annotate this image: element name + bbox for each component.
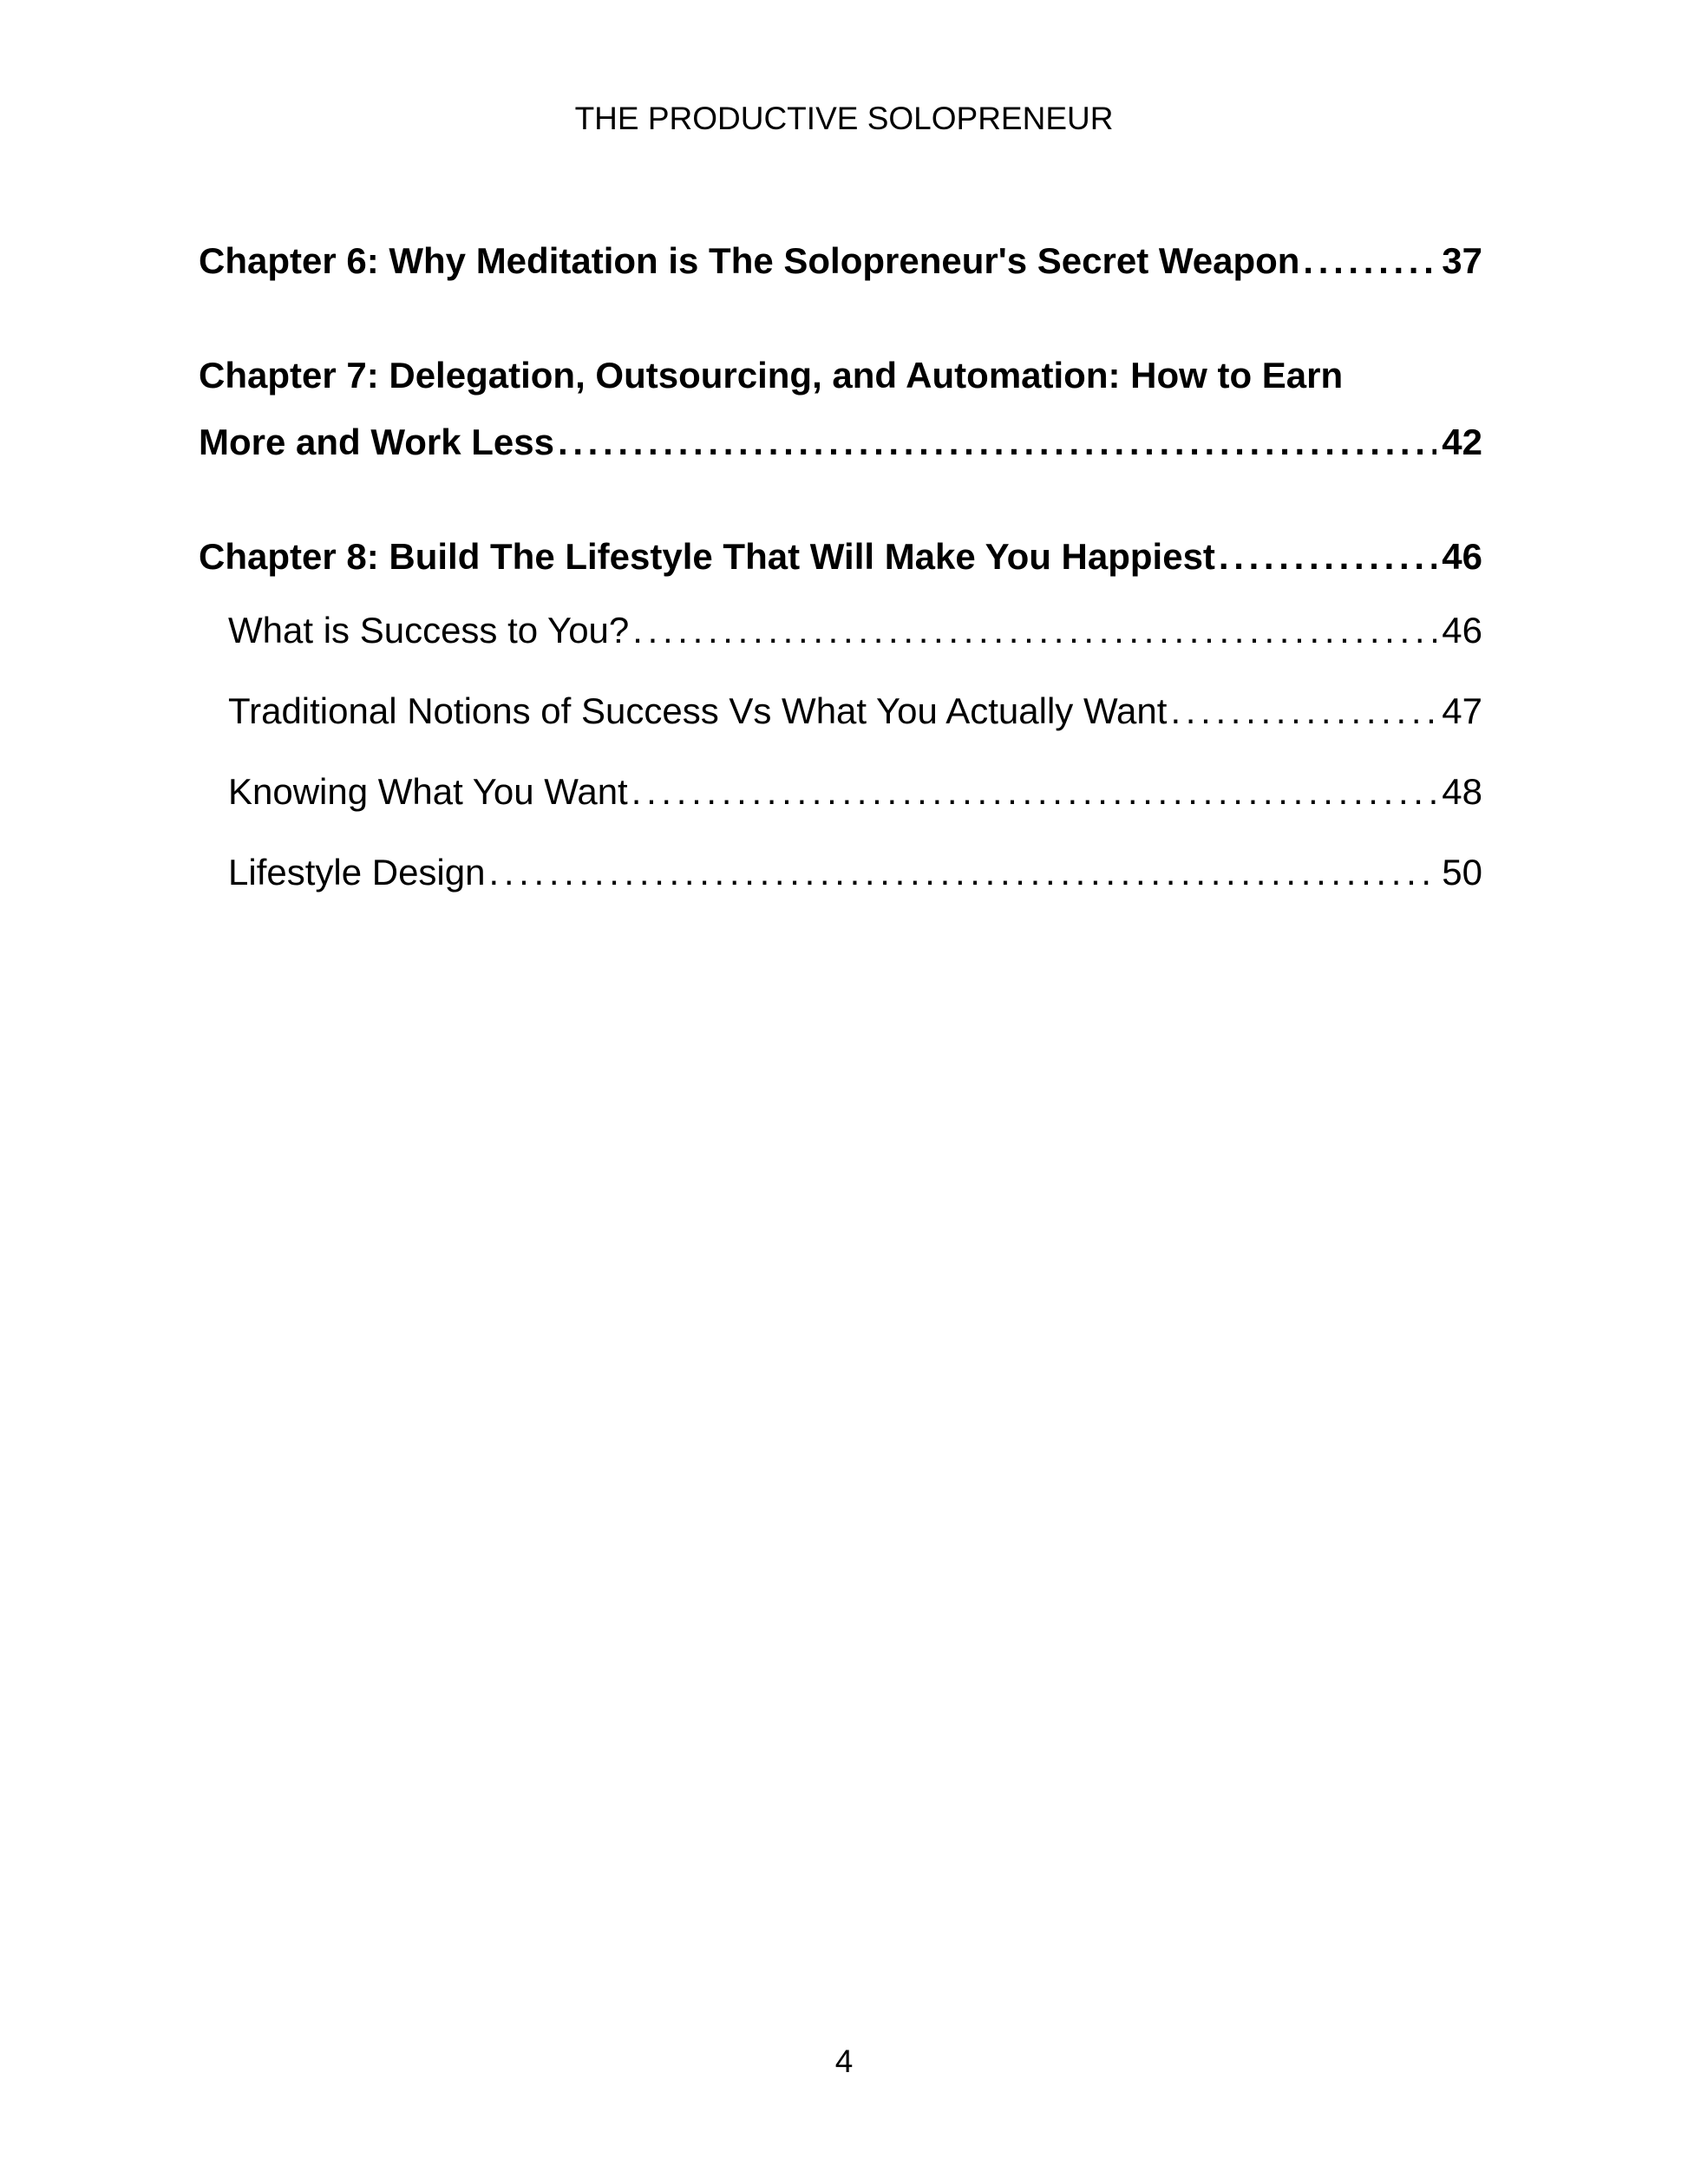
toc-entry-page: 47 bbox=[1442, 690, 1482, 731]
toc-entry-title: Knowing What You Want bbox=[228, 771, 628, 812]
toc-entry-title-line-2: More and Work Less bbox=[199, 422, 554, 462]
dot-leader bbox=[632, 590, 1436, 670]
dot-leader bbox=[558, 409, 1436, 475]
toc-entry-title: Lifestyle Design bbox=[228, 852, 486, 893]
toc-entry-page: 46 bbox=[1442, 536, 1482, 577]
dot-leader bbox=[1219, 523, 1436, 590]
toc-entry-section[interactable] bbox=[199, 590, 1482, 670]
toc-entry-page: 37 bbox=[1442, 240, 1482, 281]
toc-entry-page: 50 bbox=[1442, 852, 1482, 893]
running-header: THE PRODUCTIVE SOLOPRENEUR bbox=[574, 101, 1114, 136]
toc-entry-chapter-7[interactable] bbox=[199, 342, 1482, 475]
toc-entry-title-line-1: Chapter 7: Delegation, Outsourcing, and Automation: How to Earn bbox=[199, 355, 1344, 396]
toc-entry-section[interactable] bbox=[199, 670, 1482, 751]
toc-entry-page: 48 bbox=[1442, 771, 1482, 812]
toc-entry-chapter-6[interactable] bbox=[199, 227, 1482, 294]
toc-entry-chapter-8[interactable] bbox=[199, 523, 1482, 590]
toc-entry-title: What is Success to You? bbox=[228, 610, 630, 651]
page-number: 4 bbox=[834, 2043, 854, 2079]
table-of-contents bbox=[199, 227, 1482, 912]
toc-entry-title: Traditional Notions of Success Vs What You Actually Want bbox=[228, 690, 1168, 731]
dot-leader bbox=[488, 832, 1436, 912]
toc-entry-section[interactable] bbox=[199, 751, 1482, 832]
toc-entry-page: 42 bbox=[1442, 422, 1482, 462]
toc-entry-title-line-2-row bbox=[199, 409, 1482, 475]
toc-entry-title: Chapter 8: Build The Lifestyle That Will Make You Happiest bbox=[199, 536, 1215, 577]
dot-leader bbox=[1170, 670, 1436, 751]
toc-entry-section[interactable] bbox=[199, 832, 1482, 912]
chapter-8-sections bbox=[199, 590, 1482, 912]
toc-entry-title: Chapter 6: Why Meditation is The Solopreneur's Secret Weapon bbox=[199, 240, 1300, 281]
dot-leader bbox=[631, 751, 1437, 832]
dot-leader bbox=[1303, 227, 1436, 294]
toc-entry-page: 46 bbox=[1442, 610, 1482, 651]
